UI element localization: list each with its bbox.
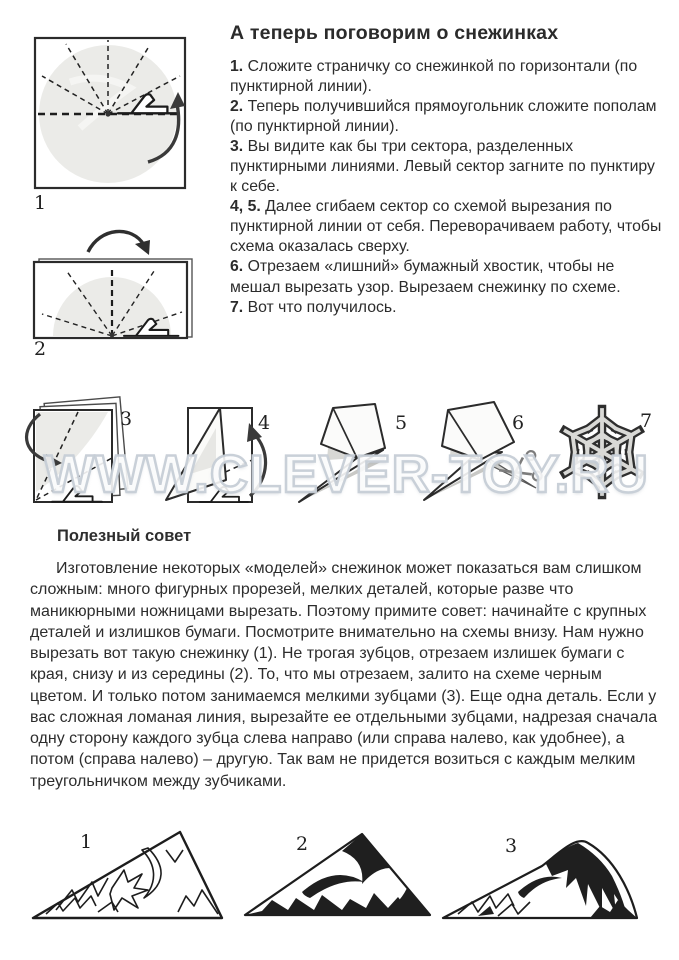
- step-text: Далее сгибаем сектор со схемой вырезания по пунктирной линии от себя. Переворачиваем работу, чтобы схема оказалась сверху.: [230, 198, 662, 256]
- fold-figure-6-label: 6: [512, 412, 525, 434]
- fold-figure-4-label: 4: [258, 412, 271, 434]
- cut-figure-3-label: 3: [505, 835, 518, 857]
- step-text: Теперь получившийся прямоугольник сложите пополам (по пунктирной линии).: [230, 98, 657, 136]
- fold-figure-1-label: 1: [34, 192, 47, 214]
- cut-scheme-1-diagram: [28, 826, 230, 928]
- fold-figure-2-label: 2: [34, 338, 47, 360]
- instructions-block: [230, 22, 664, 318]
- step-text: Вы видите как бы три сектора, разделенных пунктирными линиями. Левый сектор загните по пунктиру к себе.: [230, 138, 655, 196]
- step-text: Отрезаем «лишний» бумажный хвостик, чтобы не мешал вырезать узор. Вырезаем снежинку по схеме.: [230, 258, 621, 296]
- step-item: [230, 298, 664, 318]
- step-number: 3.: [230, 138, 244, 156]
- step-item: [230, 57, 664, 97]
- fold-arrow-icon: [88, 231, 144, 252]
- step-number: 4, 5.: [230, 198, 261, 216]
- step-item: [230, 197, 664, 257]
- fold-figure-7-label: 7: [640, 410, 653, 432]
- cut-figure-2-label: 2: [296, 833, 309, 855]
- step-number: 1.: [230, 58, 244, 75]
- fold-step-1-diagram: [30, 32, 200, 194]
- watermark: WWW.CLEVER-TOY.RU: [44, 445, 649, 504]
- step-number: 2.: [230, 98, 244, 116]
- step-number: 6.: [230, 258, 244, 276]
- cut-scheme-2-diagram: [238, 830, 438, 925]
- cut-figure-1-label: 1: [80, 831, 93, 853]
- tip-heading: Полезный совет: [57, 527, 192, 545]
- fold-figure-3-label: 3: [120, 408, 133, 430]
- page-title: А теперь поговорим о снежинках: [230, 22, 559, 44]
- fold-step-2-diagram: [28, 222, 206, 348]
- step-item: [230, 97, 664, 137]
- step-item: [230, 257, 664, 297]
- step-text: Вот что получилось.: [247, 298, 397, 316]
- fold-figure-5-label: 5: [395, 412, 408, 434]
- step-text: Сложите страничку со снежинкой по горизонтали (по пунктирной линии).: [230, 58, 638, 96]
- cut-scheme-3-diagram: [438, 832, 643, 927]
- tip-paragraph: Изготовление некоторых «моделей» снежинок может показаться вам слишком сложным: много фигурных прорезей, мелких деталей, которые разве что маникюрными ножницами вырезать. Поэтому примите совет: начинайте с крупных деталей и излишков бумаги. Посмотрите внимательно на схемы внизу. Нам нужно вырезать вот такую снежинку (1). Не трогая зубцов, отрезаем излишек бумаги с края, снизу и из середины (2). То, что мы отрезаем, залито на схеме черным цветом. И только потом занимаемся мелкими зубцами (3). Еще одна деталь. Если у вас сложная ломаная линия, вырезайте ее отдельными зубцами, надрезая сначала одну сторону каждого зубца слева направо (или справа налево, как удобнее), а потом (справа налево) – другую. Так вам не придется возиться с каждым мелким треугольничком между зубчиками.: [30, 560, 658, 790]
- step-item: [230, 137, 664, 197]
- step-number: 7.: [230, 298, 244, 316]
